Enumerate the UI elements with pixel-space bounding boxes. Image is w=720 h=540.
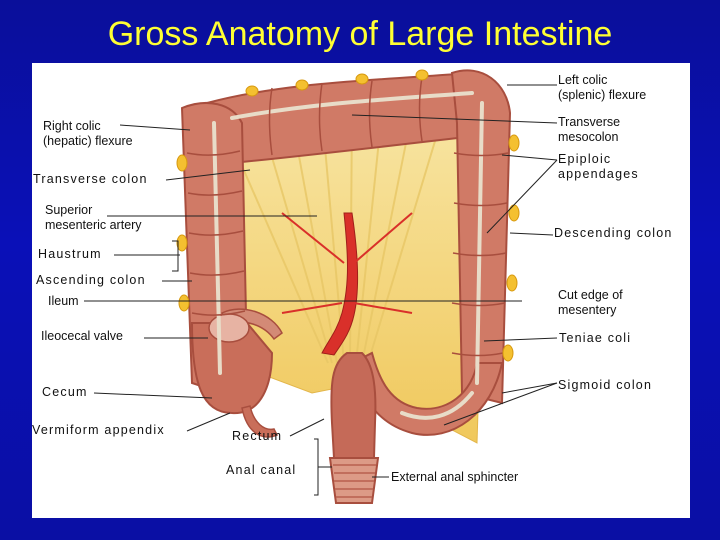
label-epiploic-appendages: Epiploic appendages xyxy=(558,152,639,181)
label-rectum: Rectum xyxy=(232,429,283,443)
label-teniae-coli: Teniae coli xyxy=(559,331,632,345)
label-left-colic-flexure: Left colic (splenic) flexure xyxy=(558,73,647,102)
label-ascending-colon: Ascending colon xyxy=(36,273,146,287)
ileocecal-valve xyxy=(209,314,249,342)
label-cecum: Cecum xyxy=(42,385,88,399)
label-vermiform-appendix: Vermiform appendix xyxy=(32,423,165,437)
label-external-anal-sphincter: External anal sphincter xyxy=(391,470,519,484)
label-superior-mesenteric-artery: Superior mesenteric artery xyxy=(45,203,142,232)
label-anal-canal: Anal canal xyxy=(226,463,297,477)
rectum xyxy=(331,353,375,458)
label-ileum: Ileum xyxy=(48,294,79,308)
slide-title: Gross Anatomy of Large Intestine xyxy=(107,15,613,53)
label-haustrum: Haustrum xyxy=(38,247,102,261)
diagram-panel xyxy=(32,63,690,518)
label-transverse-mesocolon: Transverse mesocolon xyxy=(558,115,621,144)
label-cut-edge-of-mesentery: Cut edge of mesentery xyxy=(558,288,623,317)
label-transverse-colon: Transverse colon xyxy=(33,172,148,186)
label-sigmoid-colon: Sigmoid colon xyxy=(558,378,653,392)
label-right-colic-flexure: Right colic (hepatic) flexure xyxy=(43,119,133,148)
label-ileocecal-valve: Ileocecal valve xyxy=(41,329,123,343)
label-descending-colon: Descending colon xyxy=(554,226,673,240)
